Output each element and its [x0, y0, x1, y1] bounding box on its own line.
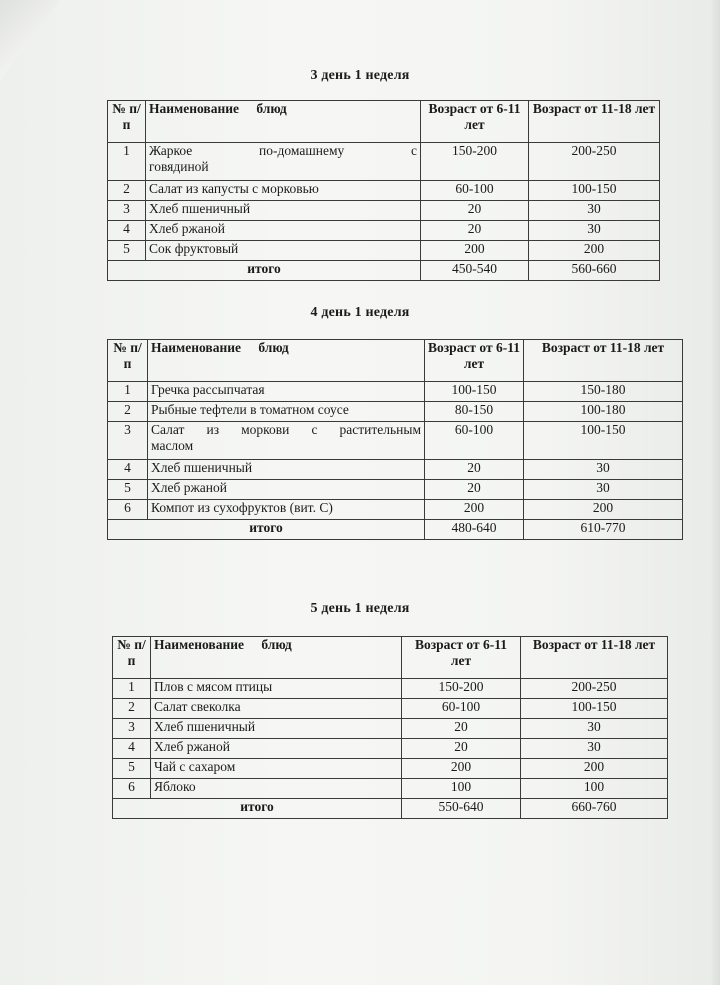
row-age-11-18: 30	[529, 201, 660, 221]
total-age-6-11: 480-640	[425, 520, 524, 540]
header-num: № п/п	[108, 340, 148, 382]
row-name: Сок фруктовый	[146, 241, 421, 261]
table-row	[108, 402, 683, 422]
total-label: итого	[113, 799, 402, 819]
header-name: Наименование блюд	[148, 340, 425, 382]
row-age-11-18: 200-250	[529, 143, 660, 181]
total-age-6-11: 550-640	[402, 799, 521, 819]
table-header-row	[113, 637, 668, 679]
row-name: Хлеб пшеничный	[151, 719, 402, 739]
table-row	[108, 460, 683, 480]
row-name: Хлеб ржаной	[148, 480, 425, 500]
total-age-6-11: 450-540	[421, 261, 529, 281]
row-num: 3	[108, 201, 146, 221]
row-age-11-18: 100-150	[529, 181, 660, 201]
row-age-11-18: 150-180	[524, 382, 683, 402]
row-age-6-11: 20	[421, 201, 529, 221]
table-total-row	[108, 520, 683, 540]
table-row	[108, 422, 683, 460]
row-age-11-18: 30	[521, 719, 668, 739]
row-age-11-18: 30	[529, 221, 660, 241]
row-name: Салат из капусты с морковью	[146, 181, 421, 201]
row-age-6-11: 200	[421, 241, 529, 261]
total-label: итого	[108, 261, 421, 281]
table-header-row	[108, 340, 683, 382]
header-age-11-18: Возраст от 11-18 лет	[529, 101, 660, 143]
row-num: 1	[113, 679, 151, 699]
table-row	[108, 143, 660, 181]
row-age-11-18: 200	[521, 759, 668, 779]
header-age-11-18: Возраст от 11-18 лет	[521, 637, 668, 679]
row-num: 5	[108, 480, 148, 500]
row-age-6-11: 150-200	[402, 679, 521, 699]
header-age-11-18: Возраст от 11-18 лет	[524, 340, 683, 382]
row-num: 6	[113, 779, 151, 799]
day5-title: 5 день 1 неделя	[310, 601, 410, 616]
day5-menu-table	[112, 636, 668, 819]
total-age-11-18: 560-660	[529, 261, 660, 281]
row-age-6-11: 60-100	[425, 422, 524, 460]
day4-menu-table	[107, 339, 683, 540]
row-age-6-11: 20	[402, 719, 521, 739]
row-age-6-11: 20	[425, 480, 524, 500]
row-num: 2	[113, 699, 151, 719]
table-row	[108, 480, 683, 500]
row-num: 4	[108, 221, 146, 241]
table-row	[108, 181, 660, 201]
row-num: 5	[113, 759, 151, 779]
row-age-11-18: 200	[529, 241, 660, 261]
row-name: Хлеб пшеничный	[146, 201, 421, 221]
row-name: Хлеб ржаной	[146, 221, 421, 241]
row-num: 4	[113, 739, 151, 759]
row-age-11-18: 100-150	[524, 422, 683, 460]
total-age-11-18: 660-760	[521, 799, 668, 819]
row-num: 4	[108, 460, 148, 480]
table-row	[113, 759, 668, 779]
row-age-6-11: 20	[421, 221, 529, 241]
row-num: 3	[113, 719, 151, 739]
row-age-6-11: 60-100	[421, 181, 529, 201]
table-row	[113, 719, 668, 739]
header-age-6-11: Возраст от 6-11 лет	[421, 101, 529, 143]
row-num: 6	[108, 500, 148, 520]
row-name: Компот из сухофруктов (вит. С)	[148, 500, 425, 520]
header-num: № п/п	[113, 637, 151, 679]
table-row	[108, 382, 683, 402]
row-age-11-18: 30	[521, 739, 668, 759]
row-age-11-18: 200-250	[521, 679, 668, 699]
table-total-row	[113, 799, 668, 819]
header-age-6-11: Возраст от 6-11 лет	[425, 340, 524, 382]
row-age-6-11: 80-150	[425, 402, 524, 422]
table-row	[113, 779, 668, 799]
table-row	[108, 241, 660, 261]
row-age-6-11: 150-200	[421, 143, 529, 181]
header-age-6-11: Возраст от 6-11 лет	[402, 637, 521, 679]
row-age-11-18: 100-180	[524, 402, 683, 422]
header-name: Наименование блюд	[146, 101, 421, 143]
row-num: 1	[108, 143, 146, 181]
table-total-row	[108, 261, 660, 281]
day3-menu-table	[107, 100, 660, 281]
row-num: 1	[108, 382, 148, 402]
row-age-6-11: 100-150	[425, 382, 524, 402]
table-row	[108, 221, 660, 241]
row-name: Яблоко	[151, 779, 402, 799]
row-name-line1: Жаркое по-домашнему с	[149, 143, 417, 158]
row-name: Плов с мясом птицы	[151, 679, 402, 699]
row-age-6-11: 60-100	[402, 699, 521, 719]
row-name	[148, 422, 425, 460]
row-name-line2: говядиной	[149, 159, 209, 174]
table-row	[108, 500, 683, 520]
row-num: 2	[108, 402, 148, 422]
row-age-6-11: 20	[402, 739, 521, 759]
row-age-6-11: 100	[402, 779, 521, 799]
row-age-11-18: 100-150	[521, 699, 668, 719]
row-name: Рыбные тефтели в томатном соусе	[148, 402, 425, 422]
row-age-6-11: 200	[425, 500, 524, 520]
header-num: № п/п	[108, 101, 146, 143]
table-row	[113, 679, 668, 699]
row-name-line1: Салат из моркови с растительным	[151, 422, 421, 437]
table-row	[113, 699, 668, 719]
row-age-11-18: 30	[524, 460, 683, 480]
total-age-11-18: 610-770	[524, 520, 683, 540]
row-name: Хлеб ржаной	[151, 739, 402, 759]
row-name	[146, 143, 421, 181]
day4-title: 4 день 1 неделя	[310, 305, 410, 320]
row-age-11-18: 200	[524, 500, 683, 520]
total-label: итого	[108, 520, 425, 540]
row-age-6-11: 20	[425, 460, 524, 480]
row-age-11-18: 100	[521, 779, 668, 799]
table-header-row	[108, 101, 660, 143]
row-name-line2: маслом	[151, 438, 194, 453]
table-row	[108, 201, 660, 221]
row-age-11-18: 30	[524, 480, 683, 500]
row-name: Салат свеколка	[151, 699, 402, 719]
row-num: 3	[108, 422, 148, 460]
row-name: Чай с сахаром	[151, 759, 402, 779]
page-edge-shadow	[710, 0, 720, 985]
row-name: Гречка рассыпчатая	[148, 382, 425, 402]
row-num: 5	[108, 241, 146, 261]
table-row	[113, 739, 668, 759]
row-num: 2	[108, 181, 146, 201]
row-name: Хлеб пшеничный	[148, 460, 425, 480]
day3-title: 3 день 1 неделя	[310, 68, 410, 83]
header-name: Наименование блюд	[151, 637, 402, 679]
row-age-6-11: 200	[402, 759, 521, 779]
